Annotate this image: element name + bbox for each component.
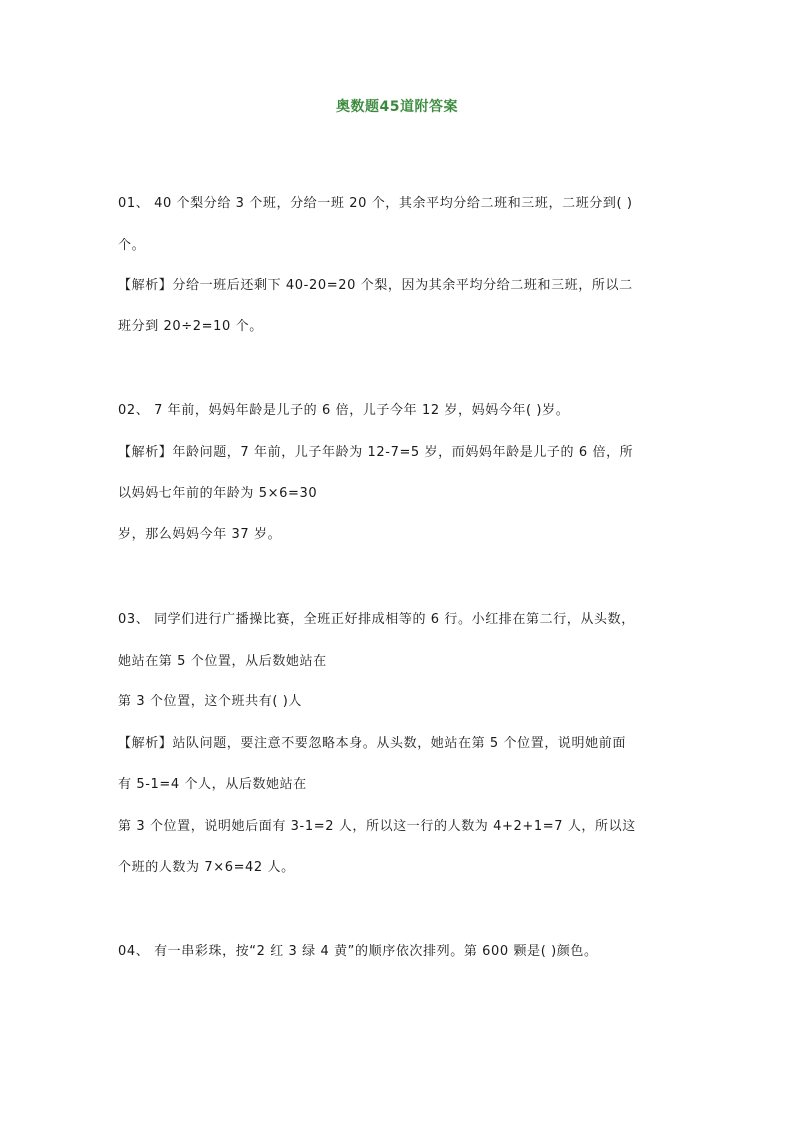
q03-line-1: 03、 同学们进行广播操比赛，全班正好排成相等的 6 行。小红排在第二行，从头数，	[118, 612, 635, 627]
q03-line-2: 她站在第 5 个位置，从后数她站在	[118, 654, 327, 669]
q02-line-1: 02、 7 年前，妈妈年龄是儿子的 6 倍，儿子今年 12 岁，妈妈今年( )岁。	[118, 403, 570, 418]
q03-analysis-line-3: 第 3 个位置，说明她后面有 3-1=2 人，所以这一行的人数为 4+2+1=7 人，所以这	[118, 819, 636, 834]
q02-analysis-line-1: 【解析】年龄问题，7 年前，儿子年龄为 12-7=5 岁，而妈妈年龄是儿子的 6 倍，所	[118, 445, 634, 460]
q01-analysis-line-1: 【解析】分给一班后还剩下 40-20=20 个梨，因为其余平均分给二班和三班，所以二	[118, 278, 633, 293]
q01-line-2: 个。	[118, 238, 146, 253]
q01-line-1: 01、 40 个梨分给 3 个班，分给一班 20 个，其余平均分给二班和三班，二班分到( )	[118, 196, 633, 211]
q03-analysis-line-2: 有 5-1=4 个人，从后数她站在	[118, 777, 307, 792]
q03-analysis-line-4: 个班的人数为 7×6=42 人。	[118, 860, 295, 875]
q02-analysis-line-3: 岁，那么妈妈今年 37 岁。	[118, 527, 282, 542]
q02-analysis-line-2: 以妈妈七年前的年龄为 5×6=30	[118, 486, 318, 501]
document-title: 奥数题45道附答案	[336, 99, 458, 115]
q03-analysis-line-1: 【解析】站队问题，要注意不要忽略本身。从头数，她站在第 5 个位置，说明她前面	[118, 736, 626, 751]
q04-line-1: 04、 有一串彩珠，按“2 红 3 绿 4 黄”的顺序依次排列。第 600 颗是( )颜色。	[118, 944, 598, 959]
q03-line-3: 第 3 个位置，这个班共有( )人	[118, 694, 303, 709]
q01-analysis-line-2: 班分到 20÷2=10 个。	[118, 319, 263, 334]
